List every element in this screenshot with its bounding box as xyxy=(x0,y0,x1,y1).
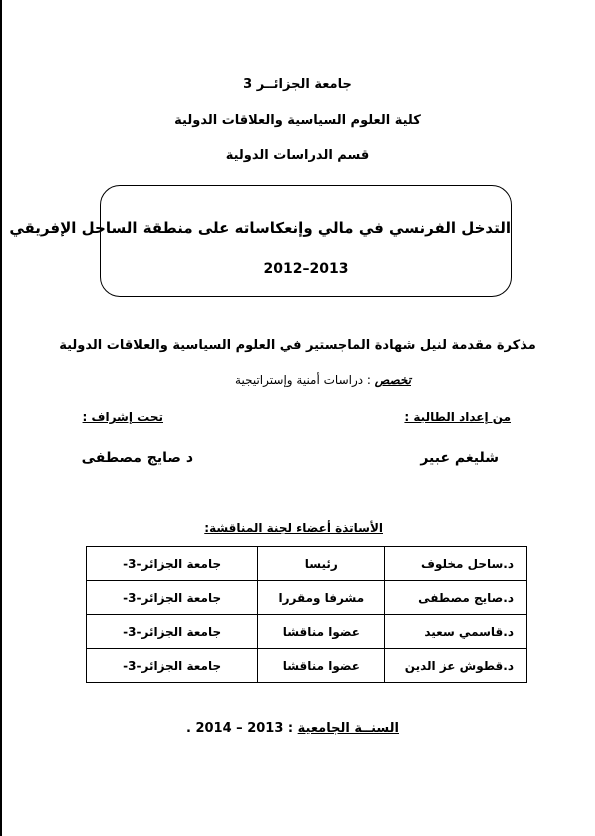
table-row xyxy=(87,547,527,581)
thesis-title-box xyxy=(9,185,512,297)
member-name: د.ساحل مخلوف xyxy=(385,547,527,581)
member-name: د.قاسمي سعيد xyxy=(385,615,527,649)
academic-year-label: السنــة الجامعية xyxy=(297,721,399,736)
academic-year xyxy=(186,721,399,736)
member-university: جامعة الجزائر-3- xyxy=(87,581,258,615)
member-university: جامعة الجزائر-3- xyxy=(87,615,258,649)
member-name: د.قطوش عز الدين xyxy=(385,649,527,683)
committee-title: الأساتذة أعضاء لجنة المناقشة: xyxy=(204,521,383,535)
member-role: رئيسا xyxy=(258,547,385,581)
table-row xyxy=(87,615,527,649)
member-role: مشرفا ومقررا xyxy=(258,581,385,615)
student-name: شليغم عبير xyxy=(420,450,499,466)
academic-year-value: : 2013 – 2014 . xyxy=(185,721,298,736)
memo-statement: مذكرة مقدمة لنيل شهادة الماجستير في العلوم السياسية والعلاقات الدولية xyxy=(59,338,536,353)
member-role: عضوا مناقشا xyxy=(258,649,385,683)
department-name: قسم الدراسات الدولية xyxy=(225,148,370,163)
university-name: جامعة الجزائــر 3 xyxy=(243,77,352,92)
specialization xyxy=(235,373,411,387)
supervision-label: تحت إشراف : xyxy=(82,410,163,424)
faculty-name: كلية العلوم السياسية والعلاقات الدولية xyxy=(174,113,421,128)
table-row xyxy=(87,581,527,615)
supervisor-name: د صايج مصطفى xyxy=(81,450,193,466)
table-row xyxy=(87,649,527,683)
thesis-title: التدخل الفرنسي في مالي وإنعكاساته على منطقة الساحل الإفريقي xyxy=(9,219,511,237)
prepared-by-label: من إعداد الطالبة : xyxy=(404,410,511,424)
thesis-years: 2012–2013 xyxy=(263,261,349,277)
member-university: جامعة الجزائر-3- xyxy=(87,649,258,683)
member-name: د.صايج مصطفى xyxy=(385,581,527,615)
member-role: عضوا مناقشا xyxy=(258,615,385,649)
specialization-value: : دراسات أمنية وإستراتيجية xyxy=(235,373,375,387)
specialization-label: تخصص xyxy=(374,373,411,387)
member-university: جامعة الجزائر-3- xyxy=(87,547,258,581)
committee-table xyxy=(86,546,527,683)
